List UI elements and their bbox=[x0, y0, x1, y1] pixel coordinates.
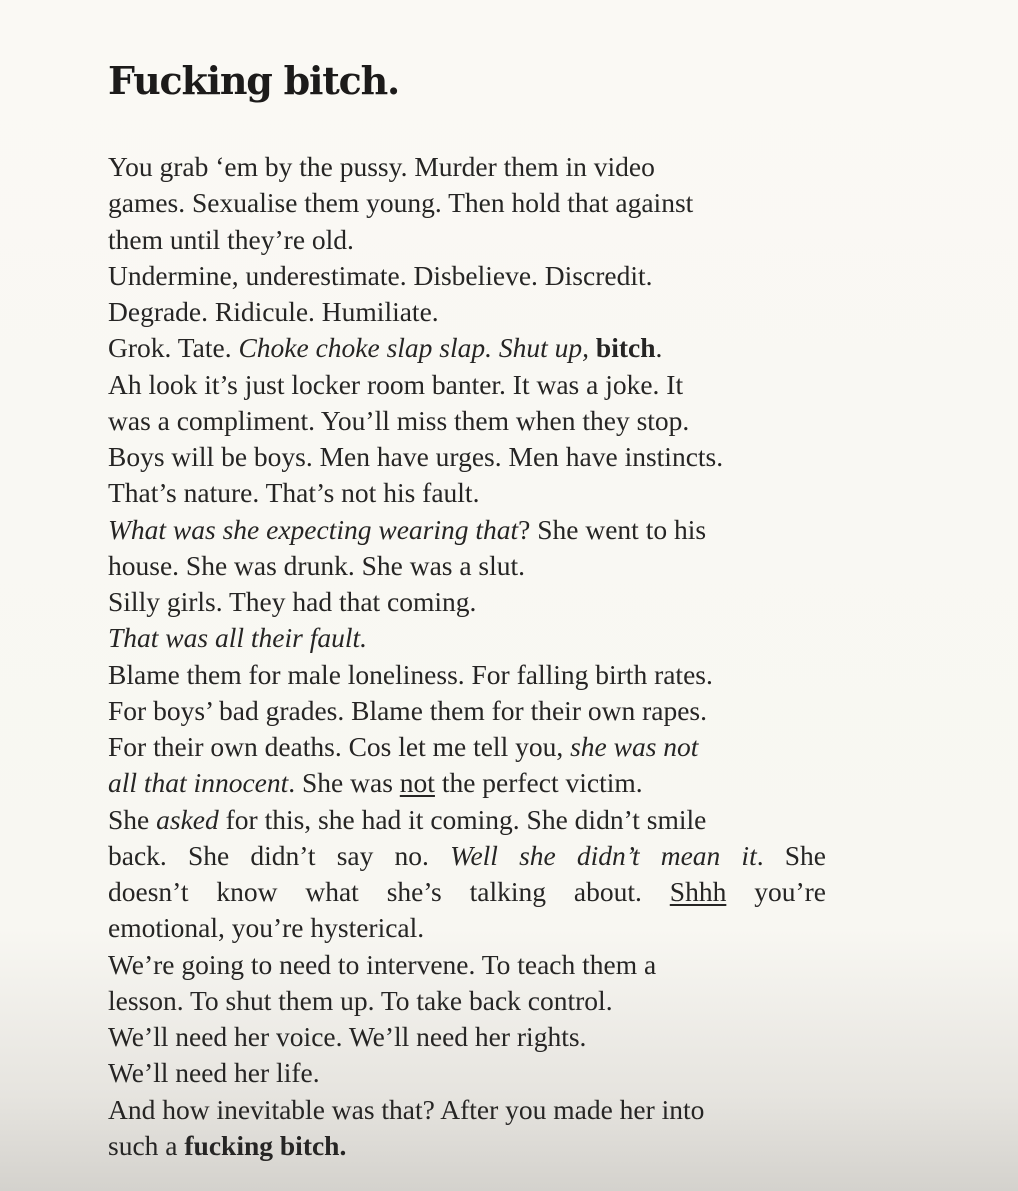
text-line: Boys will be boys. Men have urges. Men have instincts. bbox=[108, 441, 724, 472]
italic-text: What was she expecting wearing that bbox=[108, 513, 519, 545]
text-line: Undermine, underestimate. Disbelieve. Discredit. bbox=[108, 259, 653, 291]
text-line: lesson. To shut them up. To take back control. bbox=[108, 984, 613, 1016]
poem-body bbox=[108, 149, 868, 1164]
text-line: back. She didn’t say no. Well she didn’t mean it. She bbox=[108, 839, 827, 871]
page-title: Fucking bitch. bbox=[108, 58, 400, 103]
text-line: You grab ‘em by the pussy. Murder them in video bbox=[108, 151, 655, 182]
text-line: We’ll need her voice. We’ll need her rights. bbox=[108, 1021, 587, 1052]
text-line: doesn’t know what she’s talking about. Shhh you’re bbox=[108, 876, 826, 907]
text-line: games. Sexualise them young. Then hold that against bbox=[108, 187, 694, 219]
text-line: What was she expecting wearing that? She went to his bbox=[108, 513, 707, 545]
underlined-text: Shhh bbox=[669, 876, 727, 907]
text-line: She asked for this, she had it coming. She didn’t smile bbox=[108, 803, 707, 835]
text-line: Degrade. Ridicule. Humiliate. bbox=[108, 296, 439, 327]
text-line: We’re going to need to intervene. To teach them a bbox=[108, 948, 657, 980]
italic-text: all that innocent bbox=[108, 767, 289, 799]
italic-text: That was all their fault. bbox=[108, 622, 367, 654]
text-line: Grok. Tate. Choke choke slap slap. Shut up, bitch. bbox=[108, 332, 663, 364]
text-line: was a compliment. You’ll miss them when they stop. bbox=[108, 404, 690, 436]
italic-text: she was not bbox=[570, 731, 699, 762]
text-line: Ah look it’s just locker room banter. It was a joke. It bbox=[108, 368, 684, 400]
text-line: all that innocent. She was not the perfect victim. bbox=[108, 767, 643, 799]
text-line: emotional, you’re hysterical. bbox=[108, 912, 425, 944]
text-line: them until they’re old. bbox=[108, 223, 354, 255]
text-line: That’s nature. That’s not his fault. bbox=[108, 477, 480, 509]
underlined-text: not bbox=[399, 767, 435, 799]
text-line: And how inevitable was that? After you made her into bbox=[108, 1093, 705, 1125]
italic-text: Choke choke slap slap. Shut up, bbox=[238, 332, 596, 364]
text-line bbox=[108, 620, 868, 656]
bold-text: bitch bbox=[595, 332, 656, 364]
text-line: For their own deaths. Cos let me tell you, she was not bbox=[108, 731, 699, 762]
text-line: We’ll need her life. bbox=[108, 1057, 320, 1089]
text-line: Blame them for male loneliness. For falling birth rates. bbox=[108, 658, 713, 690]
text-line: such a fucking bitch. bbox=[108, 1129, 347, 1161]
text-line: house. She was drunk. She was a slut. bbox=[108, 549, 526, 581]
text-line: Silly girls. They had that coming. bbox=[108, 586, 477, 617]
italic-text: Well she didn’t mean it bbox=[450, 839, 757, 871]
text-line: For boys’ bad grades. Blame them for their own rapes. bbox=[108, 694, 707, 726]
italic-text: asked bbox=[156, 803, 219, 835]
bold-text: fucking bitch. bbox=[184, 1129, 347, 1161]
